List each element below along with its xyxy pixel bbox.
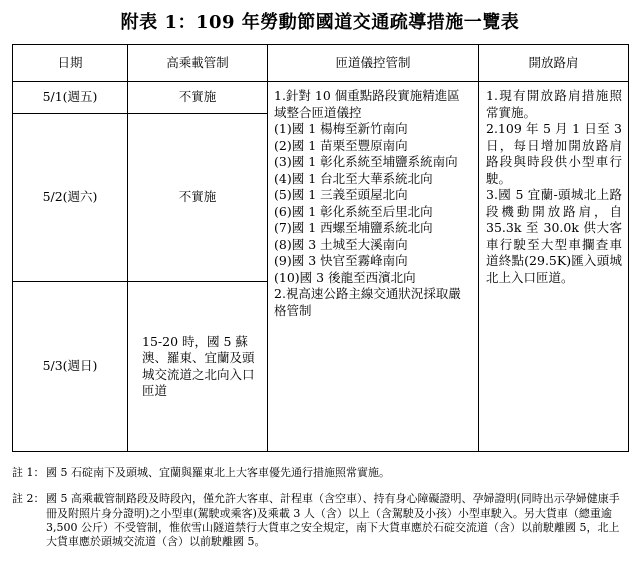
ramp-item <box>274 171 472 188</box>
ramp-item-label: (6) <box>274 203 292 219</box>
measures-table <box>12 44 629 452</box>
ramp-item-label: (1) <box>274 121 292 136</box>
ramp-item-text: 國 3 土城至大溪南向 <box>291 236 408 252</box>
note-text: 國 5 石碇南下及頭城、宜蘭與羅東北上大客車優先通行措施照常實施。 <box>46 466 390 479</box>
ramp-item-label: (2) <box>274 137 292 153</box>
ramp-item <box>274 204 472 221</box>
ramp-item-label: (7) <box>274 220 292 235</box>
ramp-item-label: (8) <box>274 236 292 252</box>
hov-text: 15-20 時，國 5 蘇澳、羅東、宜蘭及頭城交流道之北向入口匝道 <box>142 333 255 398</box>
date-cell: 5/1(週五) <box>13 82 128 114</box>
ramp-item <box>274 270 472 287</box>
hov-cell <box>128 282 268 452</box>
ramp-item-label: (3) <box>274 154 292 169</box>
ramp-control-cell <box>268 82 479 452</box>
note <box>12 492 628 549</box>
ramp-outro: 2.視高速公路主線交通狀況採取嚴格管制 <box>274 286 461 318</box>
ramp-item-text: 國 1 彰化系統至埔鹽系統南向 <box>291 154 458 169</box>
hov-cell: 不實施 <box>128 82 268 114</box>
ramp-item-label: (10) <box>274 269 300 285</box>
ramp-item <box>274 121 472 138</box>
ramp-item-text: 國 1 西螺至埔鹽系統北向 <box>291 220 433 235</box>
note-label: 註 2： <box>12 492 45 506</box>
ramp-item-text: 國 1 楊梅至新竹南向 <box>291 121 408 136</box>
ramp-item <box>274 154 472 171</box>
ramp-item-text: 國 1 苗栗至豐原南向 <box>291 137 408 153</box>
page-title: 附表 1：109 年勞動節國道交通疏導措施一覽表 <box>120 12 520 33</box>
note-label: 註 1： <box>12 466 45 479</box>
table-row <box>13 82 629 114</box>
shoulder-cell <box>479 82 629 452</box>
ramp-item-text: 國 1 三義至頭屋北向 <box>291 187 408 202</box>
ramp-item-text: 國 3 快官至霧峰南向 <box>291 253 408 268</box>
ramp-intro: 1.針對 10 個重點路段實施精進區域整合匝道儀控 <box>274 88 460 120</box>
header-row <box>13 45 629 82</box>
shoulder-item: 1.現有開放路肩措施照常實施。 <box>486 88 622 120</box>
shoulder-item: 3.國 5 宜蘭-頭城北上路段機動開放路肩，自 35.3k 至 30.0k 供大客車行駛至大型車攔查車道終點(29.5K)匯入頭城北上入口匝道。 <box>486 187 622 285</box>
note-text: 國 5 高乘載管制路段及時段內，僅允許大客車、計程車（含空車）、持有身心障礙證明、孕婦證明(同時出示孕婦健康手冊及附照片身分證明)之小型車(駕駛或乘客)及乘載 3 人（含）以上（含駕駛及小孩）小型車駛入。另大貨車（總重逾 3,500 公斤）不受管制，惟依雪山隧道禁行大貨車之安全規定，南下大貨車應於石碇交流道（含）以前駛離國 5，北上大貨車應於頭城交流道（含）以前駛離國 5。 <box>46 492 620 549</box>
ramp-item <box>274 220 472 237</box>
ramp-item-text: 國 1 台北至大華系統北向 <box>291 170 433 186</box>
date-cell: 5/3(週日) <box>13 282 128 452</box>
header-ramp-control: 匝道儀控管制 <box>268 45 479 82</box>
notes <box>12 466 628 549</box>
header-hov: 高乘載管制 <box>128 45 268 82</box>
note <box>12 466 628 480</box>
ramp-item <box>274 187 472 204</box>
hov-cell: 不實施 <box>128 114 268 282</box>
ramp-item <box>274 253 472 270</box>
header-date: 日期 <box>13 45 128 82</box>
ramp-item-label: (4) <box>274 170 292 186</box>
ramp-item-text: 國 1 彰化系統至后里北向 <box>291 203 433 219</box>
ramp-item <box>274 138 472 155</box>
ramp-item-text: 國 3 後龍至西濱北向 <box>299 269 416 285</box>
ramp-item-label: (9) <box>274 253 292 268</box>
header-shoulder: 開放路肩 <box>479 45 629 82</box>
shoulder-item: 2.109 年 5 月 1 日至 3 日，每日增加開放路肩路段與時段供小型車行駛。 <box>486 121 622 186</box>
ramp-item-label: (5) <box>274 187 292 202</box>
date-cell: 5/2(週六) <box>13 114 128 282</box>
ramp-item <box>274 237 472 254</box>
